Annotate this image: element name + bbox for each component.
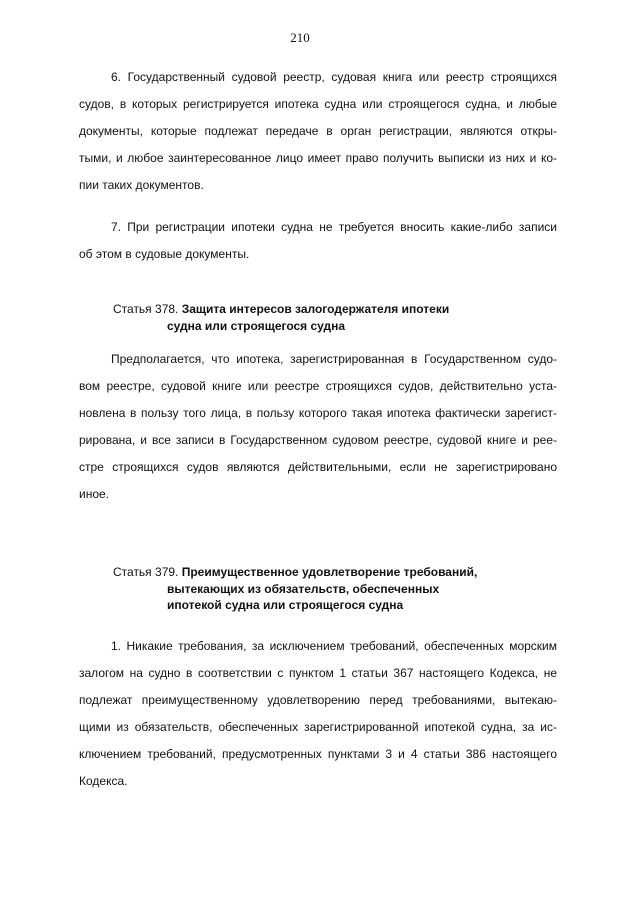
paragraph-line: документы, которые подлежат передаче в орган регистрации, являются откры- xyxy=(79,124,557,138)
paragraph-line: Кодекса. xyxy=(79,774,128,788)
paragraph-line: ключением требований, предусмотренных пунктами 3 и 4 статьи 386 настоящего xyxy=(79,747,557,761)
article-number: Статья 379. xyxy=(113,565,182,579)
article-title-line: судна или строящегося судна xyxy=(167,318,346,333)
paragraph-line: Предполагается, что ипотека, зарегистрированная в Государственном судо- xyxy=(111,352,557,366)
paragraph-7 xyxy=(79,214,557,268)
article-379-paragraph-1 xyxy=(79,633,557,795)
article-title-line: Защита интересов залогодержателя ипотеки xyxy=(181,302,450,316)
heading-first-row xyxy=(113,301,449,318)
article-title-line: вытекающих из обязательств, обеспеченных xyxy=(167,581,440,596)
paragraph-line: иное. xyxy=(79,487,110,501)
heading-first-row xyxy=(113,564,477,581)
paragraph-line: вом реестре, судовой книге или реестре строящихся судов, действительно уста- xyxy=(79,379,557,393)
article-title-line: Преимущественное удовлетворение требований, xyxy=(181,565,478,579)
paragraph-line: пии таких документов. xyxy=(79,178,204,192)
article-title-line: ипотекой судна или строящегося судна xyxy=(167,598,404,612)
paragraph-line: судов, в которых регистрируется ипотека судна или строящегося судна, и любые xyxy=(79,97,557,111)
paragraph-line: 6. Государственный судовой реестр, судовая книга или реестр строящихся xyxy=(111,70,557,84)
paragraph-line: об этом в судовые документы. xyxy=(79,247,250,261)
paragraph-line: стре строящихся судов являются действительными, если не зарегистрировано xyxy=(79,460,557,474)
article-378-heading xyxy=(113,301,449,334)
article-379-heading xyxy=(113,564,477,614)
paragraph-line: щими из обязательств, обеспеченных зарегистрированной ипотекой судна, за ис- xyxy=(79,720,557,734)
paragraph-6 xyxy=(79,64,557,199)
paragraph-line: тыми, и любое заинтересованное лицо имеет право получить выписки из них и ко- xyxy=(79,151,557,165)
paragraph-line: 1. Никакие требования, за исключением требований, обеспеченных морским xyxy=(111,639,557,653)
article-378-text xyxy=(79,346,557,508)
paragraph-line: рирована, и все записи в Государственном судовом реестре, судовой книге и рее- xyxy=(79,433,557,447)
paragraph-line: новлена в пользу того лица, в пользу которого такая ипотека фактически зарегист- xyxy=(79,406,557,420)
article-number: Статья 378. xyxy=(113,302,182,316)
paragraph-line: залогом на судно в соответствии с пунктом 1 статьи 367 настоящего Кодекса, не xyxy=(79,666,557,680)
paragraph-line: подлежат преимущественному удовлетворению перед требованиями, вытекаю- xyxy=(79,693,557,707)
page-number: 210 xyxy=(290,30,310,45)
paragraph-line: 7. При регистрации ипотеки судна не требуется вносить какие-либо записи xyxy=(111,220,557,234)
